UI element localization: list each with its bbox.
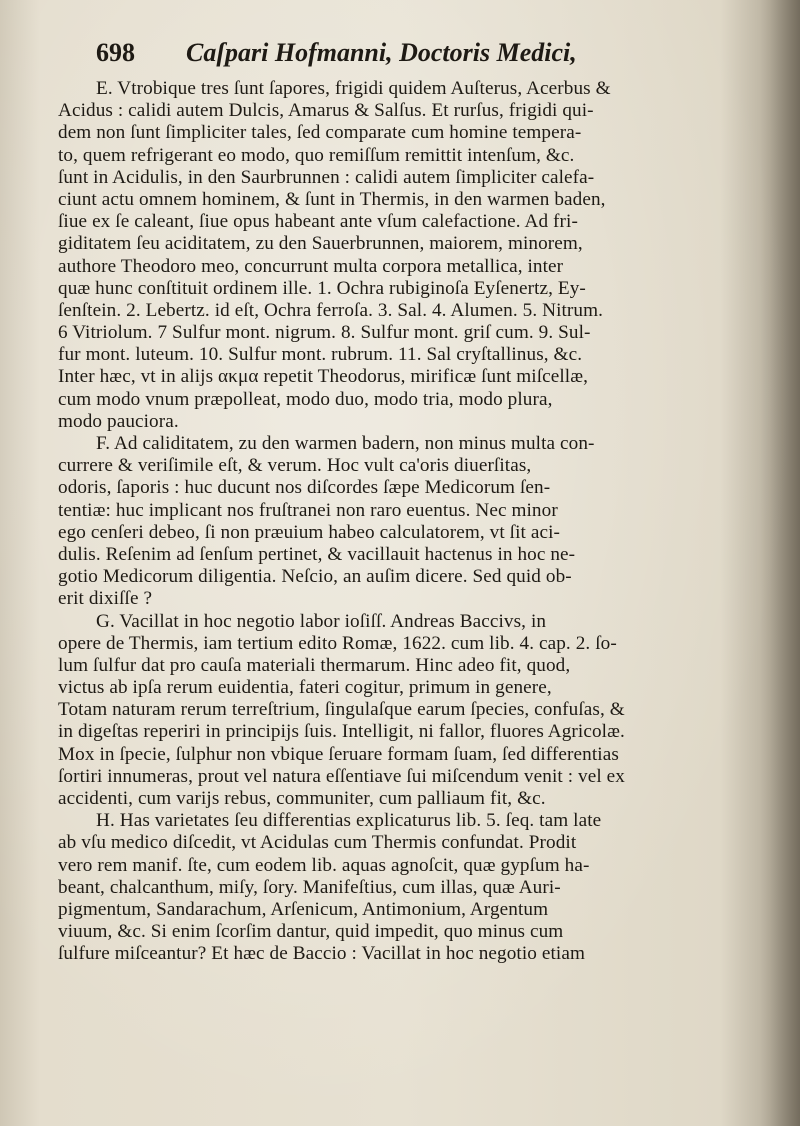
text-line: dem non ſunt ſimpliciter tales, ſed comparate cum homine tempera-	[58, 122, 582, 144]
running-title: Caſpari Hofmanni, Doctoris Medici,	[186, 38, 577, 67]
text-line: victus ab ipſa rerum euidentia, fateri cogitur, primum in genere,	[58, 677, 552, 699]
text-line: viuum, &c. Si enim ſcorſim dantur, quid impedit, quo minus cum	[58, 921, 564, 943]
text-line: currere & veriſimile eſt, & verum. Hoc vult ca'oris diuerſitas,	[58, 455, 532, 477]
text-line: Mox in ſpecie, ſulphur non vbique ſeruare formam ſuam, ſed differentias	[58, 743, 619, 765]
text-line: dulis. Reſenim ad ſenſum pertinet, & vacillauit hactenus in hoc ne-	[58, 543, 576, 565]
text-line: tentiæ: huc implicant nos fruſtranei non raro euentus. Nec minor	[58, 499, 558, 521]
text-line: gotio Medicorum diligentia. Neſcio, an auſim dicere. Sed quid ob-	[58, 566, 572, 588]
text-line: ab vſu medico diſcedit, vt Acidulas cum Thermis confundat. Prodit	[58, 832, 577, 854]
paragraph-e	[58, 78, 758, 433]
paragraph-f	[58, 433, 758, 611]
text-line: accidenti, cum varijs rebus, communiter, cum palliaum fit, &c.	[58, 788, 546, 809]
text-line: authore Theodoro meo, concurrunt multa corpora metallica, inter	[58, 255, 564, 277]
text-line: erit dixiſſe ?	[58, 588, 153, 610]
text-line: ſunt in Acidulis, in den Saurbrunnen : calidi autem ſimpliciter calefa-	[58, 166, 595, 188]
text-line: beant, chalcanthum, miſy, ſory. Manifeſtius, cum illas, quæ Auri-	[58, 876, 561, 898]
text-line: ſenſtein. 2. Lebertz. id eſt, Ochra ferroſa. 3. Sal. 4. Alumen. 5. Nitrum.	[58, 299, 604, 321]
text-line: fur mont. luteum. 10. Sulfur mont. rubrum. 11. Sal cryſtallinus, &c.	[58, 344, 583, 366]
text-line: ſortiri innumeras, prout vel natura eſſentiave ſui miſcendum venit : vel ex	[58, 765, 625, 787]
text-line: H. Has varietates ſeu differentias explicaturus lib. 5. ſeq. tam late	[96, 810, 602, 832]
page-number: 698	[96, 38, 135, 67]
text-line: ciunt actu omnem hominem, & ſunt in Thermis, in den warmen baden,	[58, 188, 606, 210]
text-line: cum modo vnum præpolleat, modo duo, modo tria, modo plura,	[58, 388, 553, 410]
text-line: modo pauciora.	[58, 410, 179, 432]
text-line: lum ſulfur dat pro cauſa materiali thermarum. Hinc adeo fit, quod,	[58, 654, 571, 676]
text-line: Acidus : calidi autem Dulcis, Amarus & Salſus. Et rurſus, frigidi qui-	[58, 100, 594, 122]
text-line: ſiue ex ſe caleant, ſiue opus habeant ante vſum calefactione. Ad fri-	[58, 211, 578, 233]
binding-shadow	[760, 0, 800, 1126]
text-line: opere de Thermis, iam tertium edito Romæ, 1622. cum lib. 4. cap. 2. ſo-	[58, 632, 617, 654]
text-line: odoris, ſaporis : huc ducunt nos diſcordes ſæpe Medicorum ſen-	[58, 477, 551, 499]
paragraph-g	[58, 611, 758, 811]
text-line: ſulfure miſceantur? Et hæc de Baccio : Vacillat in hoc negotio etiam	[58, 943, 585, 965]
text-line: giditatem ſeu aciditatem, zu den Sauerbrunnen, maiorem, minorem,	[58, 233, 583, 255]
text-line: Totam naturam rerum terreſtrium, ſingulaſque earum ſpecies, confuſas, &	[58, 699, 625, 721]
text-line: in digeſtas reperiri in principijs ſuis. Intelligit, ni fallor, fluores Agricolæ.	[58, 721, 625, 743]
text-line: E. Vtrobique tres ſunt ſapores, frigidi quidem Auſterus, Acerbus &	[96, 78, 611, 99]
paragraph-h	[58, 810, 758, 965]
text-line: to, quem refrigerant eo modo, quo remiſſum remittit intenſum, &c.	[58, 144, 575, 166]
text-block	[58, 38, 758, 966]
text-line: Inter hæc, vt in alijs ακμα repetit Theodorus, mirificæ ſunt miſcellæ,	[58, 366, 589, 388]
text-line: quæ hunc conſtituit ordinem ille. 1. Ochra rubiginoſa Eyſenertz, Ey-	[58, 277, 586, 299]
text-line: ego cenſeri debeo, ſi non præuium habeo calculatorem, vt ſit aci-	[58, 521, 561, 543]
text-line: G. Vacillat in hoc negotio labor ioſiſſ. Andreas Baccivs, in	[96, 610, 547, 632]
text-line: F. Ad caliditatem, zu den warmen badern, non minus multa con-	[96, 433, 595, 454]
text-line: 6 Vitriolum. 7 Sulfur mont. nigrum. 8. Sulfur mont. griſ cum. 9. Sul-	[58, 322, 591, 344]
text-line: pigmentum, Sandarachum, Arſenicum, Antimonium, Argentum	[58, 898, 549, 920]
text-line: vero rem manif. ſte, cum eodem lib. aquas agnoſcit, quæ gypſum ha-	[58, 854, 590, 876]
running-head	[58, 38, 758, 76]
